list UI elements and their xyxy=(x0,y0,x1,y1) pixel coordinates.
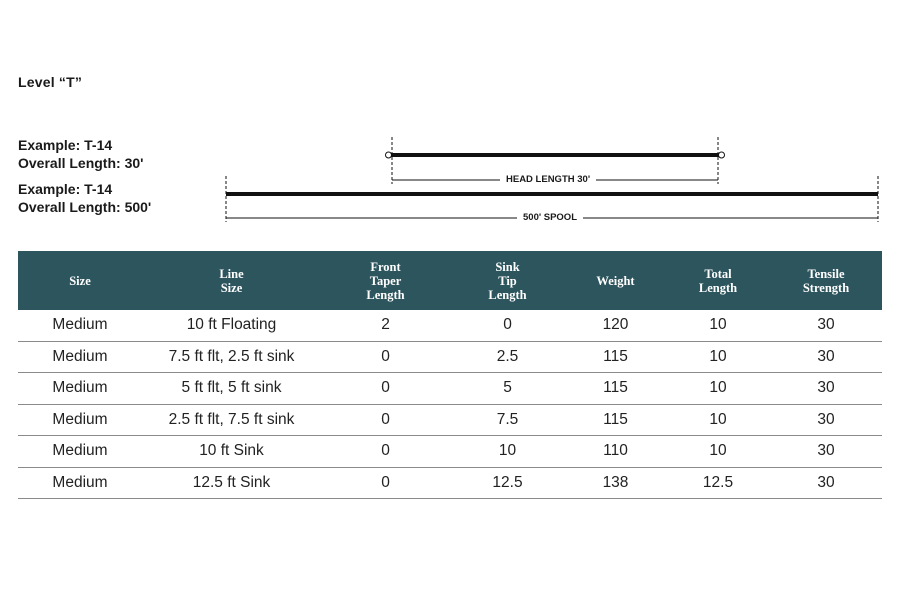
cell-tensile: 30 xyxy=(770,467,882,499)
cell-tensile: 30 xyxy=(770,404,882,436)
header-sink-tip-length: Sink Tip Length xyxy=(450,251,565,310)
cell-tensile: 30 xyxy=(770,373,882,405)
head-length-label: HEAD LENGTH 30' xyxy=(500,174,596,186)
cell-weight: 115 xyxy=(565,341,666,373)
header-line-size: Line Size xyxy=(142,251,321,310)
cell-total-length: 10 xyxy=(666,341,770,373)
cell-total-length: 10 xyxy=(666,436,770,468)
cell-tensile: 30 xyxy=(770,341,882,373)
cell-line-size: 10 ft Sink xyxy=(142,436,321,468)
cell-sink-tip: 12.5 xyxy=(450,467,565,499)
cell-front-taper: 0 xyxy=(321,404,450,436)
cell-line-size: 7.5 ft flt, 2.5 ft sink xyxy=(142,341,321,373)
table-row xyxy=(18,436,882,468)
spec-table xyxy=(18,251,882,499)
cell-line-size: 10 ft Floating xyxy=(142,310,321,341)
header-size: Size xyxy=(18,251,142,310)
table-row xyxy=(18,404,882,436)
spool-length-label: 500' SPOOL xyxy=(517,212,583,224)
cell-weight: 115 xyxy=(565,373,666,405)
header-tensile-strength: Tensile Strength xyxy=(770,251,882,310)
page-title: Level “T” xyxy=(18,74,83,90)
table-body xyxy=(18,310,882,499)
example-spool-length: Overall Length: 500' xyxy=(18,199,152,215)
head-left-loop xyxy=(386,152,392,158)
header-row xyxy=(18,251,882,310)
cell-sink-tip: 0 xyxy=(450,310,565,341)
cell-tensile: 30 xyxy=(770,436,882,468)
cell-total-length: 12.5 xyxy=(666,467,770,499)
cell-size: Medium xyxy=(18,310,142,341)
cell-tensile: 30 xyxy=(770,310,882,341)
cell-sink-tip: 10 xyxy=(450,436,565,468)
example-head-length: Overall Length: 30' xyxy=(18,155,144,171)
cell-weight: 138 xyxy=(565,467,666,499)
cell-total-length: 10 xyxy=(666,310,770,341)
cell-line-size: 12.5 ft Sink xyxy=(142,467,321,499)
header-front-taper-length: Front Taper Length xyxy=(321,251,450,310)
table-row xyxy=(18,310,882,341)
cell-sink-tip: 5 xyxy=(450,373,565,405)
cell-size: Medium xyxy=(18,373,142,405)
example-spool-name: Example: T-14 xyxy=(18,181,113,197)
cell-sink-tip: 2.5 xyxy=(450,341,565,373)
cell-front-taper: 0 xyxy=(321,436,450,468)
cell-sink-tip: 7.5 xyxy=(450,404,565,436)
line-diagram xyxy=(0,0,900,240)
cell-line-size: 5 ft flt, 5 ft sink xyxy=(142,373,321,405)
header-total-length: Total Length xyxy=(666,251,770,310)
cell-size: Medium xyxy=(18,436,142,468)
cell-front-taper: 0 xyxy=(321,341,450,373)
cell-size: Medium xyxy=(18,341,142,373)
table-row xyxy=(18,341,882,373)
cell-weight: 115 xyxy=(565,404,666,436)
table-row xyxy=(18,467,882,499)
cell-total-length: 10 xyxy=(666,373,770,405)
cell-total-length: 10 xyxy=(666,404,770,436)
cell-front-taper: 0 xyxy=(321,467,450,499)
cell-front-taper: 2 xyxy=(321,310,450,341)
cell-size: Medium xyxy=(18,404,142,436)
table-row xyxy=(18,373,882,405)
header-weight: Weight xyxy=(565,251,666,310)
example-head-name: Example: T-14 xyxy=(18,137,113,153)
cell-line-size: 2.5 ft flt, 7.5 ft sink xyxy=(142,404,321,436)
cell-weight: 110 xyxy=(565,436,666,468)
table-header xyxy=(18,251,882,310)
cell-weight: 120 xyxy=(565,310,666,341)
cell-size: Medium xyxy=(18,467,142,499)
head-right-loop xyxy=(719,152,725,158)
cell-front-taper: 0 xyxy=(321,373,450,405)
